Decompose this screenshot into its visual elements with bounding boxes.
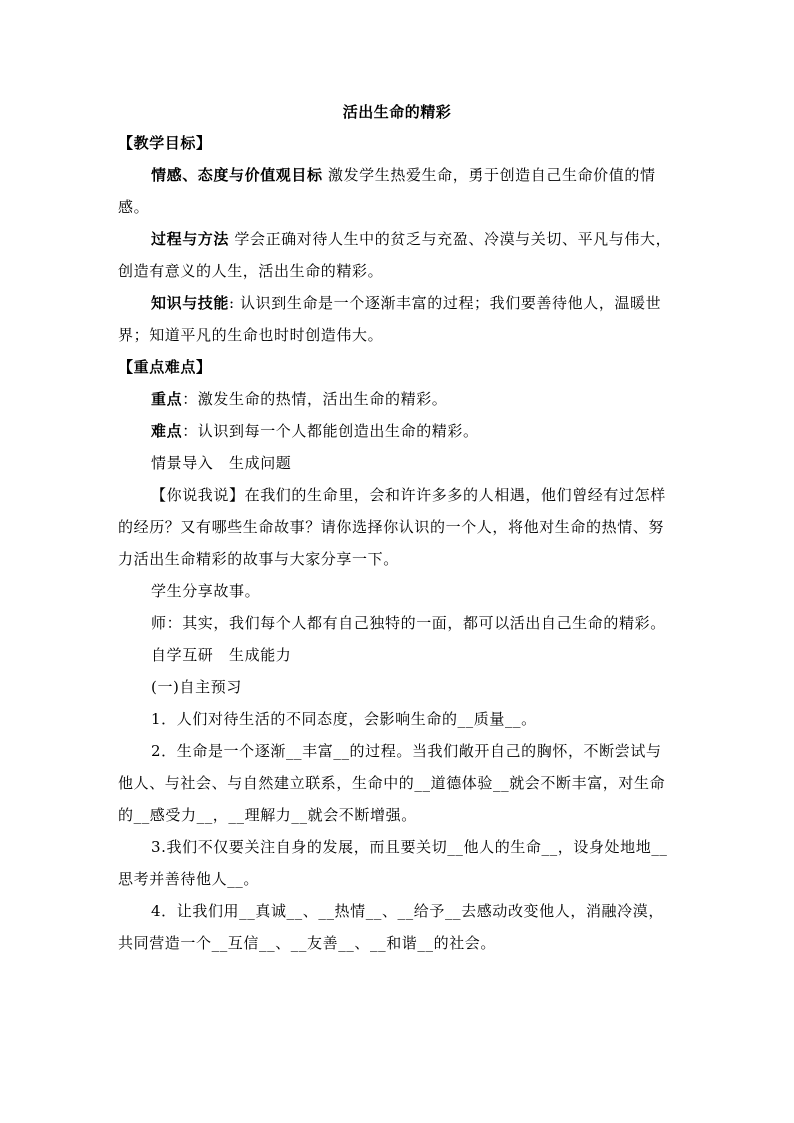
- goal-process-text: 学会正确对待人生中的贫乏与充盈、冷漠与关切、平凡与伟大，: [229, 230, 672, 248]
- teacher-line: 师：其实，我们每个人都有自己独特的一面，都可以活出自己生命的精彩。: [151, 614, 666, 632]
- question-3-line-2: 思考并善待他人__。: [118, 870, 260, 888]
- goal-process-line-1: [151, 229, 671, 249]
- difficulty-line: [151, 421, 479, 441]
- question-4-line-2: 共同营造一个__互信__、__友善__、__和谐__的社会。: [118, 934, 497, 952]
- question-1: 1．人们对待生活的不同态度，会影响生命的__质量__。: [151, 710, 537, 728]
- goal-process-line-2: 创造有意义的人生，活出生命的精彩。: [118, 262, 384, 280]
- goal-knowledge-line-1: [151, 293, 661, 313]
- goal-process-label: 过程与方法: [151, 230, 230, 248]
- goal-emotion-line-2: 感。: [118, 198, 150, 216]
- question-2-line-2: 他人、与社会、与自然建立联系，生命中的__道德体验__就会不断丰富，对生命: [118, 774, 666, 792]
- goal-emotion-label: 情感、态度与价值观目标: [151, 166, 323, 184]
- share-line-2: 的经历？又有哪些生命故事？请你选择你认识的一个人，将他对生命的热情、努: [118, 518, 665, 536]
- preview-heading: (一)自主预习: [151, 678, 242, 696]
- goal-knowledge-label: 知识与技能: [151, 294, 230, 312]
- section-heading-key: 【重点难点】: [118, 358, 212, 376]
- question-2-line-3: 的__感受力__，__理解力__就会不断增强。: [118, 806, 417, 824]
- goal-knowledge-text: : 认识到生命是一个逐渐丰富的过程；我们要善待他人，温暖世: [229, 294, 662, 312]
- self-study-heading: 自学互研 生成能力: [151, 646, 292, 664]
- goal-emotion-text: 激发学生热爱生命，勇于创造自己生命价值的情: [322, 166, 656, 184]
- difficulty-text: ：认识到每一个人都能创造出生命的精彩。: [182, 422, 479, 440]
- difficulty-label: 难点: [151, 422, 183, 440]
- question-3-line-1: 3.我们不仅要关注自身的发展，而且要关切__他人的生命__，设身处地地__: [151, 838, 668, 856]
- students-share: 学生分享故事。: [151, 582, 261, 600]
- question-2-line-1: 2．生命是一个逐渐__丰富__的过程。当我们敞开自己的胸怀，不断尝试与: [151, 742, 662, 760]
- share-line-3: 力活出生命精彩的故事与大家分享一下。: [118, 550, 399, 568]
- goal-emotion-line-1: [151, 165, 656, 185]
- document-title: 活出生命的精彩: [342, 103, 452, 121]
- question-4-line-1: 4．让我们用__真诚__、__热情__、__给予__去感动改变他人，消融冷漠，: [151, 902, 664, 920]
- key-point-text: ：激发生命的热情，活出生命的精彩。: [182, 390, 448, 408]
- section-heading-goals: 【教学目标】: [118, 134, 212, 152]
- intro-heading: 情景导入 生成问题: [151, 454, 292, 472]
- goal-knowledge-line-2: 界；知道平凡的生命也时时创造伟大。: [118, 326, 384, 344]
- key-point-label: 重点: [151, 390, 183, 408]
- share-line-1: 【你说我说】在我们的生命里，会和许许多多的人相遇，他们曾经有过怎样: [151, 486, 666, 504]
- key-point-line: [151, 389, 447, 409]
